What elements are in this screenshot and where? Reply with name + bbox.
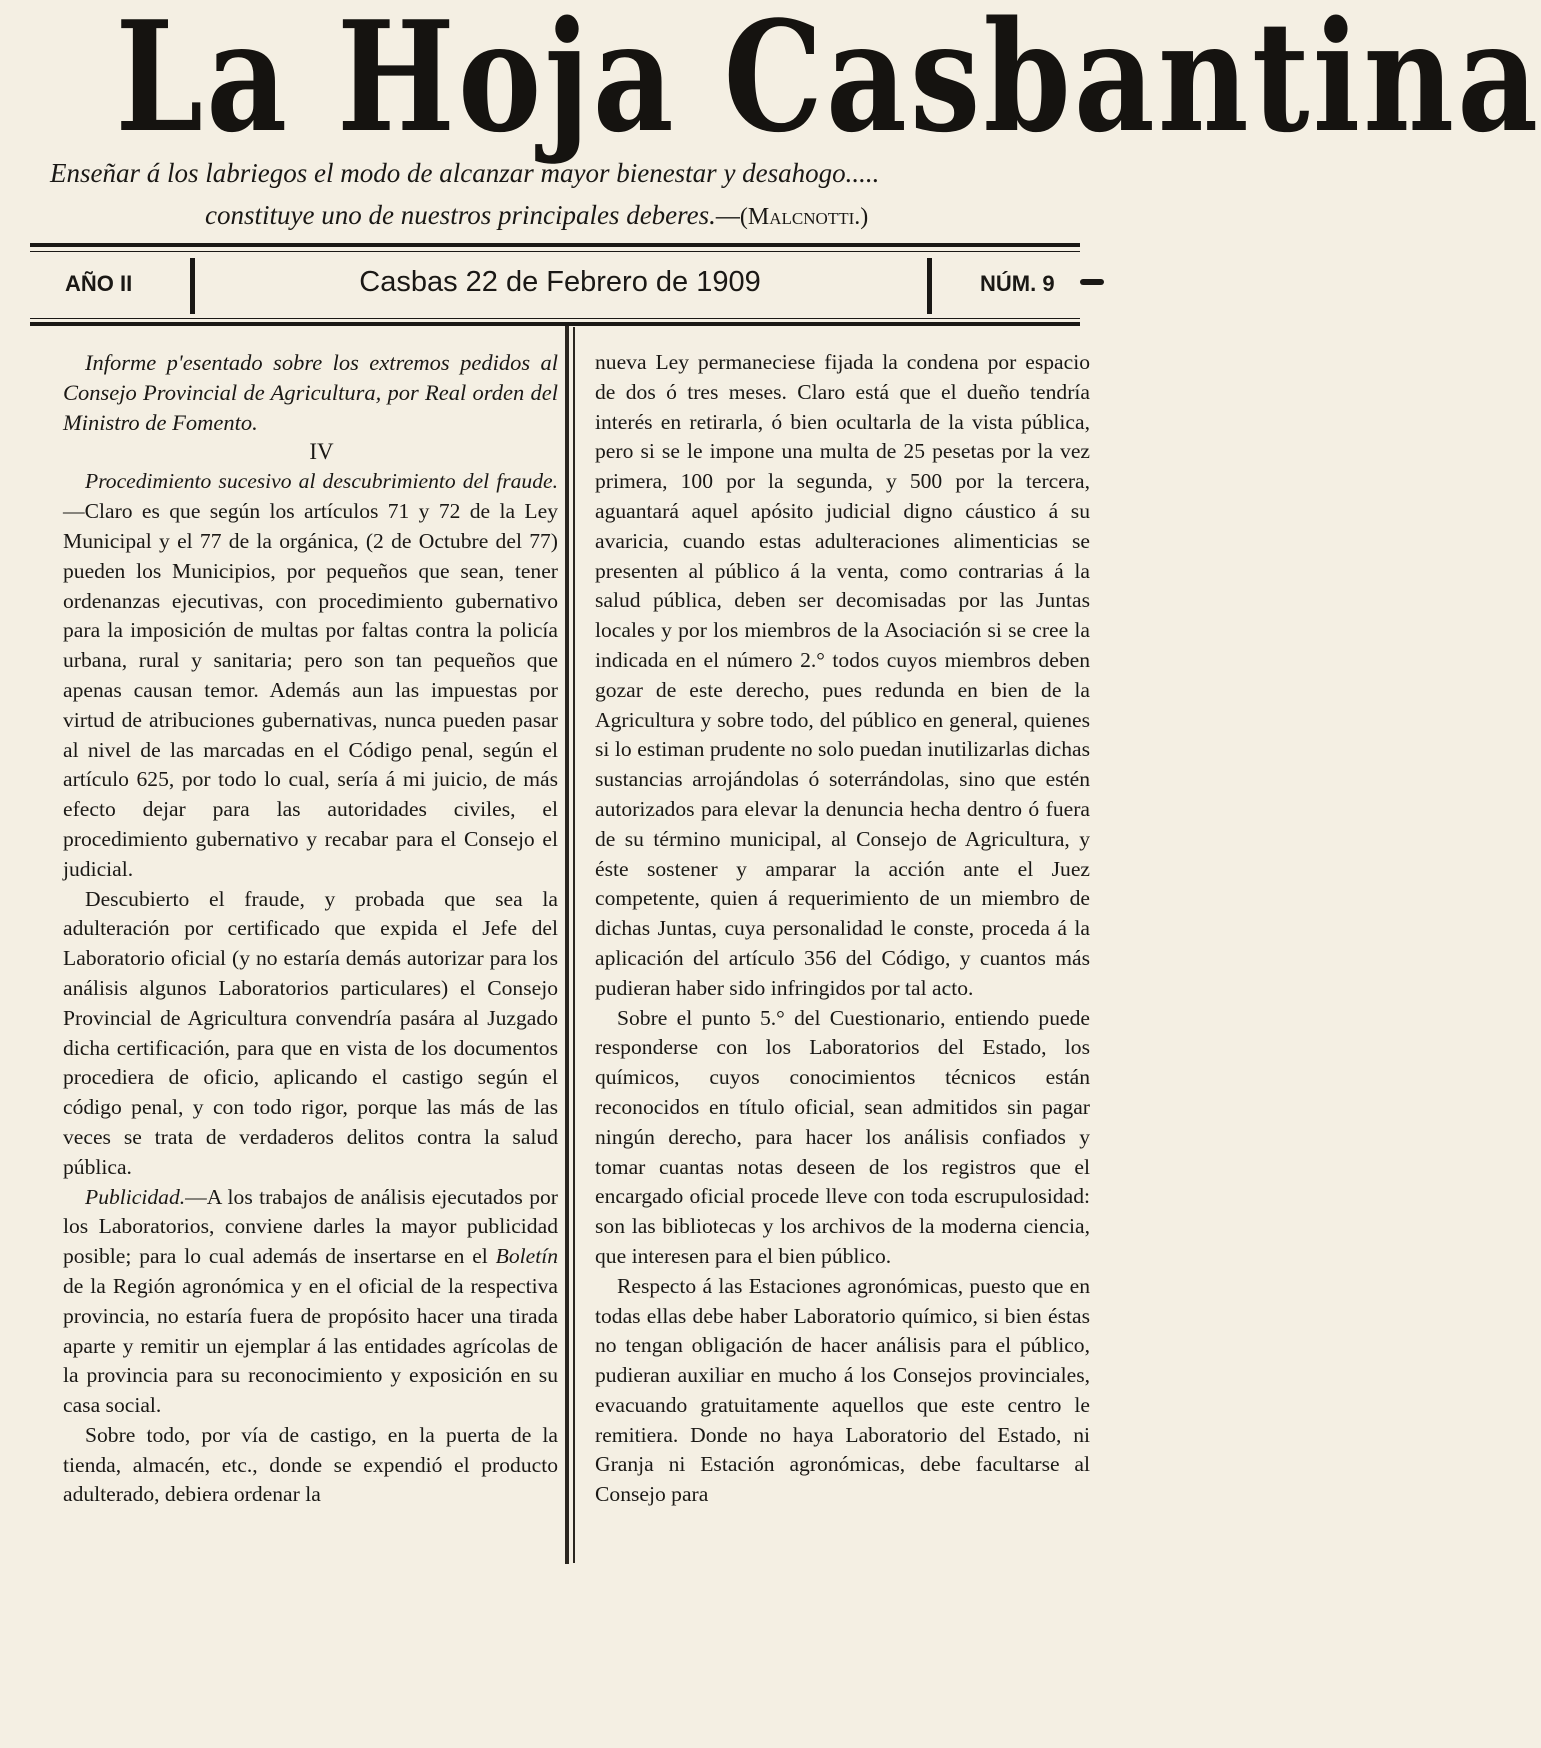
paragraph-body: de la Región agronómica y en el oficial de la respectiva provincia, no estaría fuera de propósito hacer una tirada aparte y remitir un ejemplar á las entidades agrícolas de la provincia para su reconocimiento y exposición en su casa social. <box>63 1273 558 1418</box>
divider-bar <box>190 258 195 314</box>
paragraph-heading: Publicidad. <box>85 1184 186 1209</box>
paragraph: Sobre el punto 5.° del Cuestionario, entiendo puede responderse con los Laboratorios del Estado, los químicos, cuyos conocimientos técnicos están reconocidos en título oficial, sean admitidos sin pagar ningún derecho, para hacer los análisis confiados y tomar cuantas notas deseen de los registros que el encargado oficial procede lleve con toda escrupulosidad: son las bibliotecas y los archivos de la moderna ciencia, que interesen para el bien público. <box>595 1005 1090 1268</box>
motto-author: (Malcnotti.) <box>739 204 869 230</box>
article-title: Informe p'esentado sobre los extremos pedidos al Consejo Provincial de Agricultura, por Real orden del Ministro de Fomento. <box>63 350 558 435</box>
right-column <box>595 348 1090 1510</box>
issue-number: NÚM. 9 <box>980 271 1055 296</box>
paragraph-body: —A los trabajos de análisis ejecutados por los Laboratorios, conviene darles la mayor publicidad posible; para lo cual además de insertarse en el <box>63 1184 558 1269</box>
paragraph: Respecto á las Estaciones agronómicas, puesto que en todas ellas debe haber Laboratorio químico, si bien éstas no tengan obligación de hacer análisis para el público, pudieran auxiliar en mucho á los Consejos provinciales, evacuando gratuitamente aquellos que este centro le remitiera. Donde no haya Laboratorio del Estado, ni Granja ni Estación agronómicas, debe facultarse al Consejo para <box>595 1273 1090 1507</box>
paragraph-heading: Procedimiento sucesivo al descubrimiento del fraude. <box>85 469 558 494</box>
header-rule <box>30 243 1080 247</box>
motto-line-2 <box>205 198 1105 234</box>
ornament-icon <box>1080 279 1104 285</box>
header-rule-thin <box>30 251 1080 252</box>
section-number: IV <box>309 439 334 465</box>
paragraph <box>63 467 558 884</box>
publication-name: Boletín <box>495 1244 558 1269</box>
left-column <box>63 348 558 1510</box>
paragraph <box>63 1183 558 1421</box>
header-rule-thin <box>30 318 1080 319</box>
paragraph: Sobre todo, por vía de castigo, en la puerta de la tienda, almacén, etc., donde se expendió el producto adulterado, debiera ordenar la <box>63 1422 558 1507</box>
motto-line-1: Enseñar á los labriegos el modo de alcanzar mayor bienestar y desahogo..... <box>50 158 880 188</box>
issue-info-bar <box>30 256 1080 314</box>
paragraph: Descubierto el fraude, y probada que sea la adulteración por certificado que expida el Jefe del Laboratorio oficial (y no estaría demás autorizar para los análisis algunos Laboratorios particulares) el Consejo Provincial de Agricultura convendría pasára al Juzgado dicha certificación, para que en vista de los documentos procediera de oficio, aplicando el castigo según el código penal, y con todo rigor, porque las más de las veces se trata de verdaderos delitos contra la salud pública. <box>63 886 558 1179</box>
issue-year: AÑO II <box>65 271 133 296</box>
paragraph-body: —Claro es que según los artículos 71 y 72 de la Ley Municipal y el 77 de la orgánica, (2 de Octubre del 77) pueden los Municipios, por pequeños que sean, tener ordenanzas ejecutivas, con procedimiento gubernativo para la imposición de multas por faltas contra la policía urbana, rural y sanitaria; pero son tan pequeños que apenas causan temor. Además aun las impuestas por virtud de atribuciones gubernativas, nunca pueden pasar al nivel de las marcadas en el Código penal, según el artículo 625, por todo lo cual, sería á mi juicio, de más efecto dejar para las autoridades civiles, el procedimiento gubernativo y recabar para el Consejo el judicial. <box>63 499 558 881</box>
issue-date: Casbas 22 de Febrero de 1909 <box>359 266 761 298</box>
masthead-title: La Hoja Casbantina <box>115 0 1541 166</box>
paragraph: nueva Ley permaneciese fijada la condena por espacio de dos ó tres meses. Claro está que el dueño tendría interés en retirarla, ó bien ocultarla de la vista pública, pero si se le impone una multa de 25 pesetas por la vez primera, 100 por la segunda, y 500 por la tercera, aguantará aquel apósito judicial digno cáustico á su avaricia, cuando estas adulteraciones alimenticias se presenten al público á la venta, como contrarias á la salud pública, deben ser decomisadas por las Juntas locales y por los miembros de la Asociación si se cree la indicada en el número 2.° todos cuyos miembros deben gozar de este derecho, pues redunda en bien de la Agricultura y sobre todo, del público en general, quienes si lo estiman prudente no solo puedan inutilizarlas dichas sustancias arrojándolas ó soterrándolas, sino que estén autorizados para elevar la denuncia hecha dentro ó fuera de su término municipal, al Consejo de Agricultura, y éste sostener y amparar la acción ante el Juez competente, quien á requerimiento de un miembro de dichas Juntas, cuya personalidad le conste, proceda á la aplicación del artículo 356 del Código, y cuantos más pudieran haber sido infringidos por tal acto. <box>595 350 1090 1000</box>
column-divider <box>565 326 569 1564</box>
motto-text: constituye uno de nuestros principales deberes.— <box>205 200 740 230</box>
header-rule <box>30 322 1080 326</box>
divider-bar <box>927 258 932 314</box>
